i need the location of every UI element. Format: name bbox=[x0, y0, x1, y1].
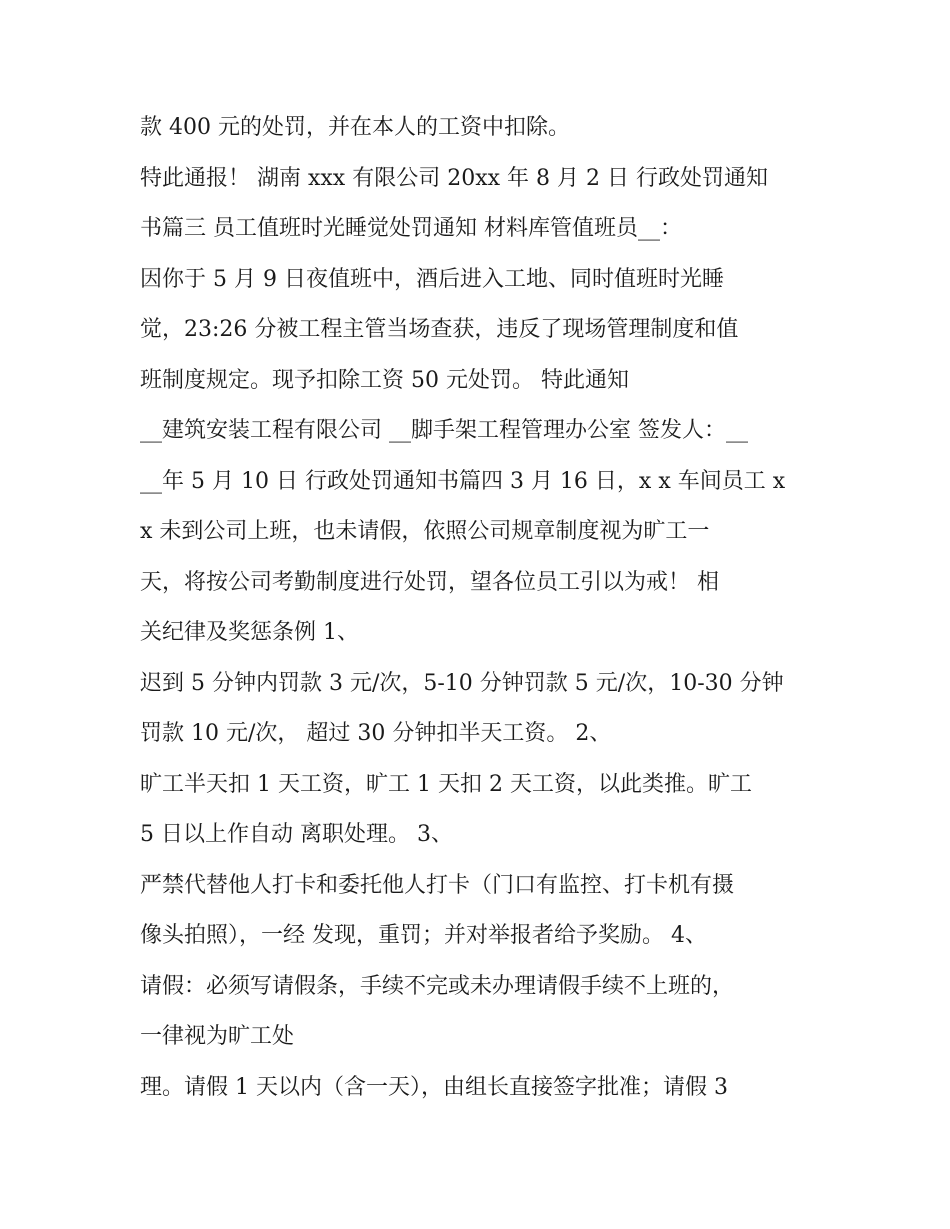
text-line-20: 理。请假 1 天以内（含一天），由组长直接签字批准；请假 3 bbox=[140, 1074, 728, 1100]
text-line-19: 一律视为旷工处 bbox=[140, 1024, 295, 1049]
text-line-1: 款 400 元的处罚，并在本人的工资中扣除。 bbox=[140, 115, 570, 140]
text-line-9: x 未到公司上班，也未请假，依照公司规章制度视为旷工一 bbox=[140, 519, 710, 544]
text-line-17: 像头拍照），一经 发现，重罚；并对举报者给予奖励。 4、 bbox=[140, 923, 707, 948]
text-line-15: 5 日以上作自动 离职处理。 3、 bbox=[140, 822, 453, 847]
text-line-6: 班制度规定。现予扣除工资 50 元处罚。 特此通知 bbox=[140, 367, 629, 393]
text-line-7: __建筑安装工程有限公司 __脚手架工程管理办公室 签发人：__ bbox=[140, 418, 748, 443]
text-line-14: 旷工半天扣 1 天工资，旷工 1 天扣 2 天工资，以此类推。旷工 bbox=[140, 771, 752, 797]
text-line-11: 关纪律及奖惩条例 1、 bbox=[140, 620, 359, 645]
text-line-10: 天，将按公司考勤制度进行处罚，望各位员工引以为戒！ 相 bbox=[140, 569, 719, 595]
text-line-5: 觉，23:26 分被工程主管当场查获，违反了现场管理制度和值 bbox=[140, 317, 739, 342]
text-line-4: 因你于 5 月 9 日夜值班中，酒后进入工地、同时值班时光睡 bbox=[140, 266, 724, 292]
document-body bbox=[140, 103, 812, 1113]
text-line-3: 书篇三 员工值班时光睡觉处罚通知 材料库管值班员__： bbox=[140, 216, 682, 241]
text-line-18: 请假：必须写请假条，手续不完或未办理请假手续不上班的， bbox=[140, 973, 735, 999]
text-line-12: 迟到 5 分钟内罚款 3 元/次，5-10 分钟罚款 5 元/次，10-30 分钟 bbox=[140, 670, 784, 696]
text-line-2: 特此通报！ 湖南 xxx 有限公司 20xx 年 8 月 2 日 行政处罚通知 bbox=[140, 165, 768, 191]
text-line-8: __年 5 月 10 日 行政处罚通知书篇四 3 月 16 日，x x 车间员工 x bbox=[140, 468, 786, 494]
text-line-13: 罚款 10 元/次， 超过 30 分钟扣半天工资。 2、 bbox=[140, 721, 612, 746]
text-line-16: 严禁代替他人打卡和委托他人打卡（门口有监控、打卡机有摄 bbox=[140, 872, 735, 898]
